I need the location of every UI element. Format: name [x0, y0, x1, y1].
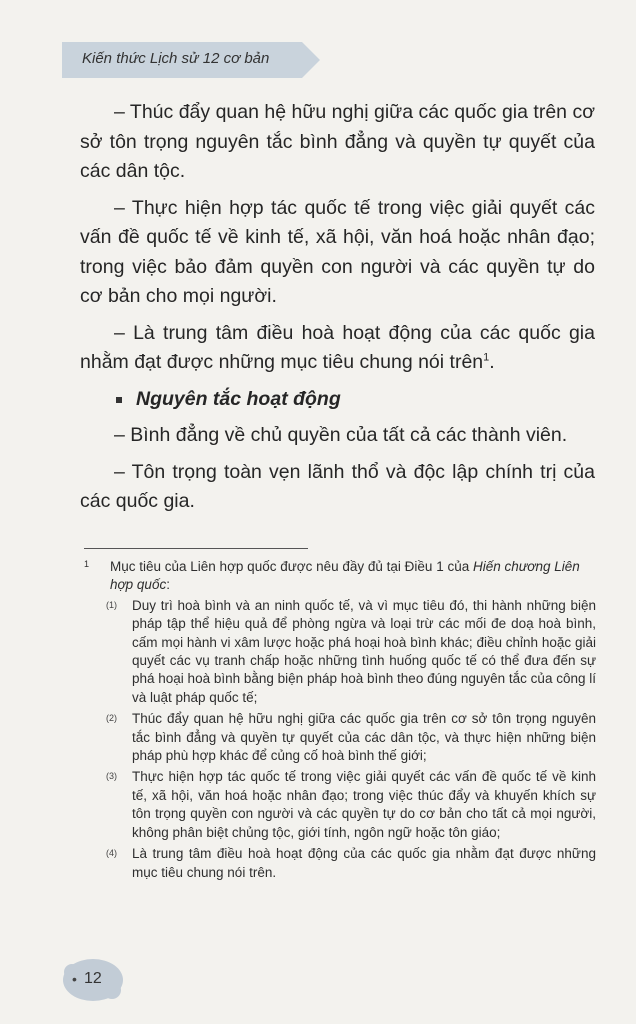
footnote-item-text: Là trung tâm điều hoà hoạt động của các quốc gia nhằm đạt được những mục tiêu chung nói trên. [132, 846, 596, 880]
section-heading-text: Nguyên tắc hoạt động [136, 387, 341, 410]
footnote-intro-italic: Hiến chương Liên hợp quốc [110, 559, 580, 593]
footnote-marker: 1 [84, 559, 90, 569]
section-heading [80, 385, 595, 415]
footnote-item-number: (2) [106, 713, 117, 724]
footnote-divider [84, 548, 308, 549]
footnote-intro-end: : [166, 577, 170, 593]
footnote-item-text: Thực hiện hợp tác quốc tế trong việc giải quyết các vấn đề quốc tế về kinh tế, xã hội, văn hoá hoặc nhân đạo; trong việc thúc đẩy và khuyến khích sự tôn trọng quyền con người và các quyền tự do cơ bản cho tất cả mọi người, không phân biệt chủng tộc, giới tính, ngôn ngữ hoặc tôn giáo; [132, 769, 596, 840]
footnote-item-text: Duy trì hoà bình và an ninh quốc tế, và vì mục tiêu đó, thi hành những biện pháp tập thể hiệu quả để phòng ngừa và loại trừ các mối đe doạ hoà bình, cấm mọi hành vi xâm lược hoặc phá hoại hoà bình khác; điều chỉnh hoặc giải quyết các vụ tranh chấp hoặc những tình huống quốc tế có thể đưa đến sự phá hoại hoà bình bằng biện pháp hoà bình theo đúng nguyên tắc của công lí và luật pháp quốc tế; [132, 597, 596, 705]
footnote-item [84, 710, 596, 765]
footnotes [84, 558, 596, 885]
paragraph-3 [80, 319, 595, 378]
header-title: Kiến thức Lịch sử 12 cơ bản [82, 50, 270, 67]
paragraph-5: – Tôn trọng toàn vẹn lãnh thổ và độc lập chính trị của các quốc gia. [80, 460, 595, 512]
footnote-item-number: (1) [106, 599, 117, 610]
paragraph-1: – Thúc đẩy quan hệ hữu nghị giữa các quốc gia trên cơ sở tôn trọng nguyên tắc bình đẳng và quyền tự quyết của các dân tộc. [80, 101, 595, 182]
paragraph-4: – Bình đẳng về chủ quyền của tất cả các thành viên. [114, 424, 568, 446]
paragraph-3-text: – Là trung tâm điều hoà hoạt động của các quốc gia nhằm đạt được những mục tiêu chung nói trên [80, 321, 595, 373]
footnote-item-number: (3) [106, 771, 117, 782]
main-text [80, 98, 595, 524]
footnote-item [84, 597, 596, 707]
footnote-item-text: Thúc đẩy quan hệ hữu nghị giữa các quốc gia trên cơ sở tôn trọng nguyên tắc bình đẳng và quyền tự quyết của các dân tộc, và thực hiện những biện pháp phù hợp khác để củng cố hoà bình thế giới; [132, 711, 596, 764]
paragraph-2: – Thực hiện hợp tác quốc tế trong việc giải quyết các vấn đề quốc tế về kinh tế, xã hội, văn hoá hoặc nhân đạo; trong việc bảo đảm quyền con người và các quyền tự do cơ bản cho mọi người. [80, 196, 595, 307]
page-dot-icon: • [72, 971, 77, 987]
page-number: 12 [84, 970, 102, 987]
footnote-item [84, 768, 596, 842]
footnote-item [84, 845, 596, 882]
footnote-intro-text: Mục tiêu của Liên hợp quốc được nêu đầy đủ tại Điều 1 của [110, 559, 473, 574]
footnote-reference[interactable]: 1 [483, 351, 490, 364]
footnote-item-number: (4) [106, 848, 117, 859]
footnote-intro [84, 558, 596, 595]
page-number-badge [62, 958, 124, 1002]
running-header [62, 42, 320, 78]
paragraph-3-end: . [489, 351, 495, 373]
square-bullet-icon [116, 397, 122, 403]
